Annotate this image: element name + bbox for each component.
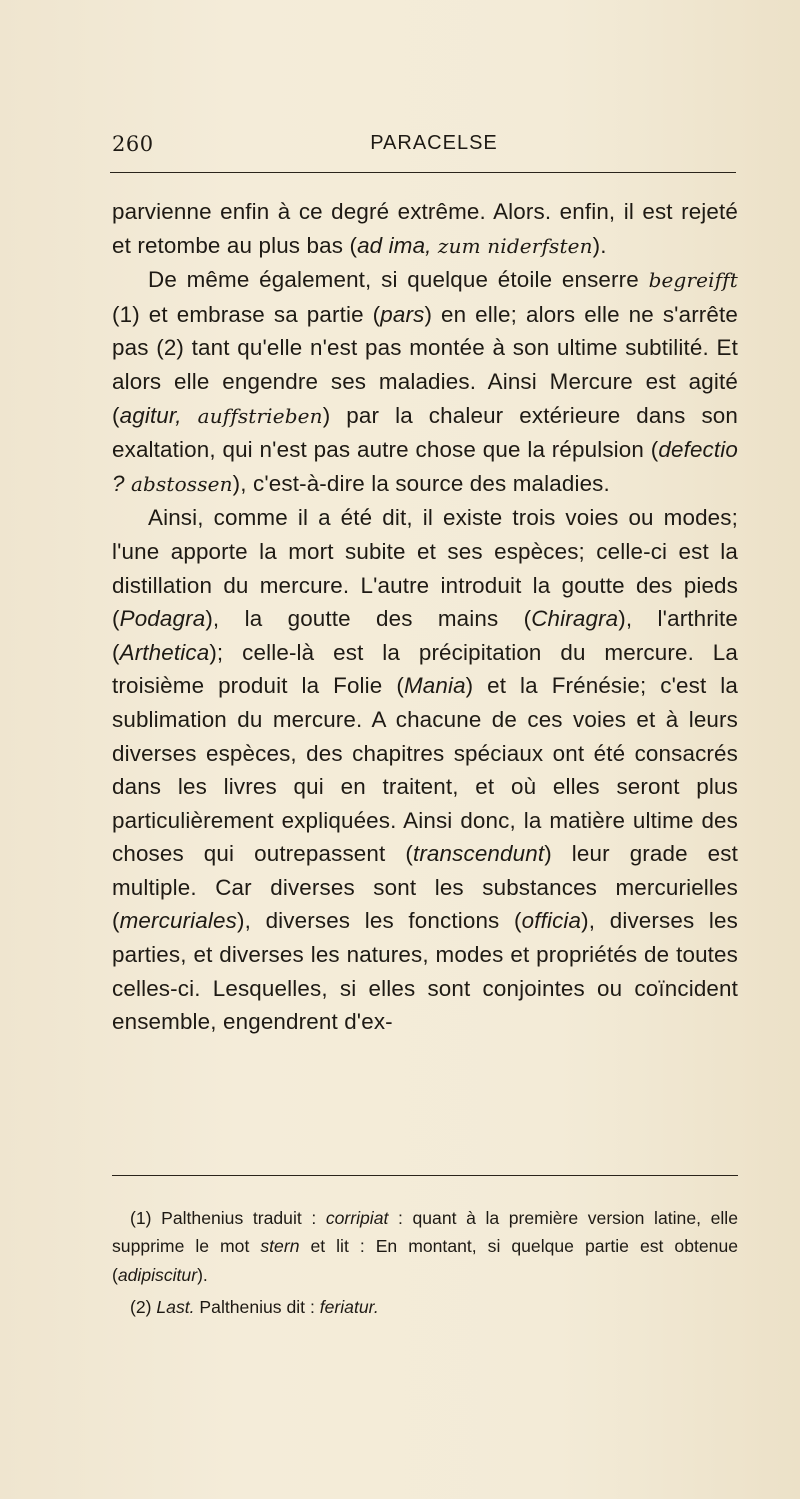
text-run: ).	[197, 1264, 208, 1285]
italic-term: pars	[380, 301, 425, 327]
text-run: Ainsi, comme il a été dit, il existe trois voies ou modes; l'une apporte la mort subite et ses espèces; celle-ci est la distillation du mercure. L'autre introduit la goutte des pieds (	[112, 505, 738, 632]
text-run: ) par la chaleur extérieure dans son exaltation, qui n'est pas autre chose que la répulsion (	[112, 402, 738, 463]
text-run: (1) Palthenius traduit :	[130, 1208, 326, 1228]
german-term: zum niderfsten	[437, 233, 593, 258]
page-number: 260	[112, 132, 154, 156]
text-run	[182, 403, 198, 428]
text-run: ), diverses les parties, et diverses les natures, modes et propriétés de toutes celles-ci. Lesquelles, si elles sont conjointes ou coïncident ensemble, engendrent d'ex-	[112, 908, 738, 1035]
running-title: PARACELSE	[370, 132, 498, 154]
italic-term: corripiat	[325, 1208, 389, 1228]
text-run: : quant à la première version latine, elle supprime le mot	[112, 1208, 738, 1257]
text-run: (1) et embrase sa partie (	[112, 301, 381, 327]
german-term: abstossen	[130, 471, 233, 496]
text-run: ) leur grade est multiple. Car diverses sont les substances mercurielles (	[112, 841, 738, 934]
text-run: De même également, si quelque étoile enserre	[148, 267, 649, 293]
italic-term: Mania	[403, 673, 466, 699]
footnote-rule	[112, 1175, 738, 1176]
page-header	[112, 128, 736, 168]
paragraph	[112, 195, 738, 263]
italic-term: adipiscitur	[117, 1264, 198, 1285]
text-run: ); celle-là est la précipitation du mercure. La troisième produit la Folie (	[112, 639, 738, 699]
footnote	[112, 1293, 738, 1321]
italic-term: feriatur.	[319, 1297, 379, 1318]
text-run: ) et la Frénésie; c'est la sublimation du mercure. A chacune de ces voies et à leurs diverses espèces, des chapitres spéciaux ont été consacrés dans les livres qui en traitent, et où elles seront plus particulièrement expliquées. Ainsi donc, la matière ultime des choses qui outrepassent (	[112, 673, 738, 867]
italic-term: Podagra	[119, 606, 206, 632]
text-run: parvienne enfin à ce degré extrême. Alors. enfin, il est rejeté et retombe au plus bas (	[112, 199, 738, 258]
text-run: ).	[592, 232, 607, 258]
header-rule	[110, 172, 736, 173]
italic-term: Arthetica	[119, 639, 210, 665]
footnote	[112, 1204, 738, 1289]
text-run: (2)	[130, 1297, 157, 1318]
text-run: Palthenius dit :	[194, 1297, 320, 1318]
italic-term: agitur,	[119, 402, 182, 428]
italic-term: mercuriales	[119, 908, 237, 934]
text-run: ), l'arthrite (	[112, 606, 738, 665]
text-run: et lit : En montant, si quelque partie est obtenue (	[112, 1236, 739, 1285]
italic-term: Chiragra	[531, 606, 619, 632]
italic-term: transcendunt	[412, 841, 545, 867]
text-run: ), diverses les fonctions (	[236, 908, 522, 934]
paragraph	[112, 501, 738, 1039]
text-run: ), la goutte des mains (	[205, 606, 532, 632]
german-term: begreifft	[648, 268, 738, 293]
italic-term: officia	[521, 908, 582, 934]
text-run: ), c'est-à-dire la source des maladies.	[232, 470, 610, 496]
body-text	[112, 195, 738, 1039]
italic-term: stern	[260, 1236, 300, 1257]
footnotes	[112, 1204, 738, 1322]
italic-term: defectio ?	[112, 437, 738, 496]
italic-term: ad ima,	[357, 232, 432, 258]
german-term: auffstrieben	[197, 403, 323, 428]
text-run: ) en elle; alors elle ne s'arrête pas (2) tant qu'elle n'est pas montée à son ultime subtilité. Et alors elle engendre ses maladies. Ainsi Mercure est agité (	[112, 301, 738, 428]
paragraph	[112, 263, 738, 501]
italic-term: Last.	[156, 1297, 195, 1318]
